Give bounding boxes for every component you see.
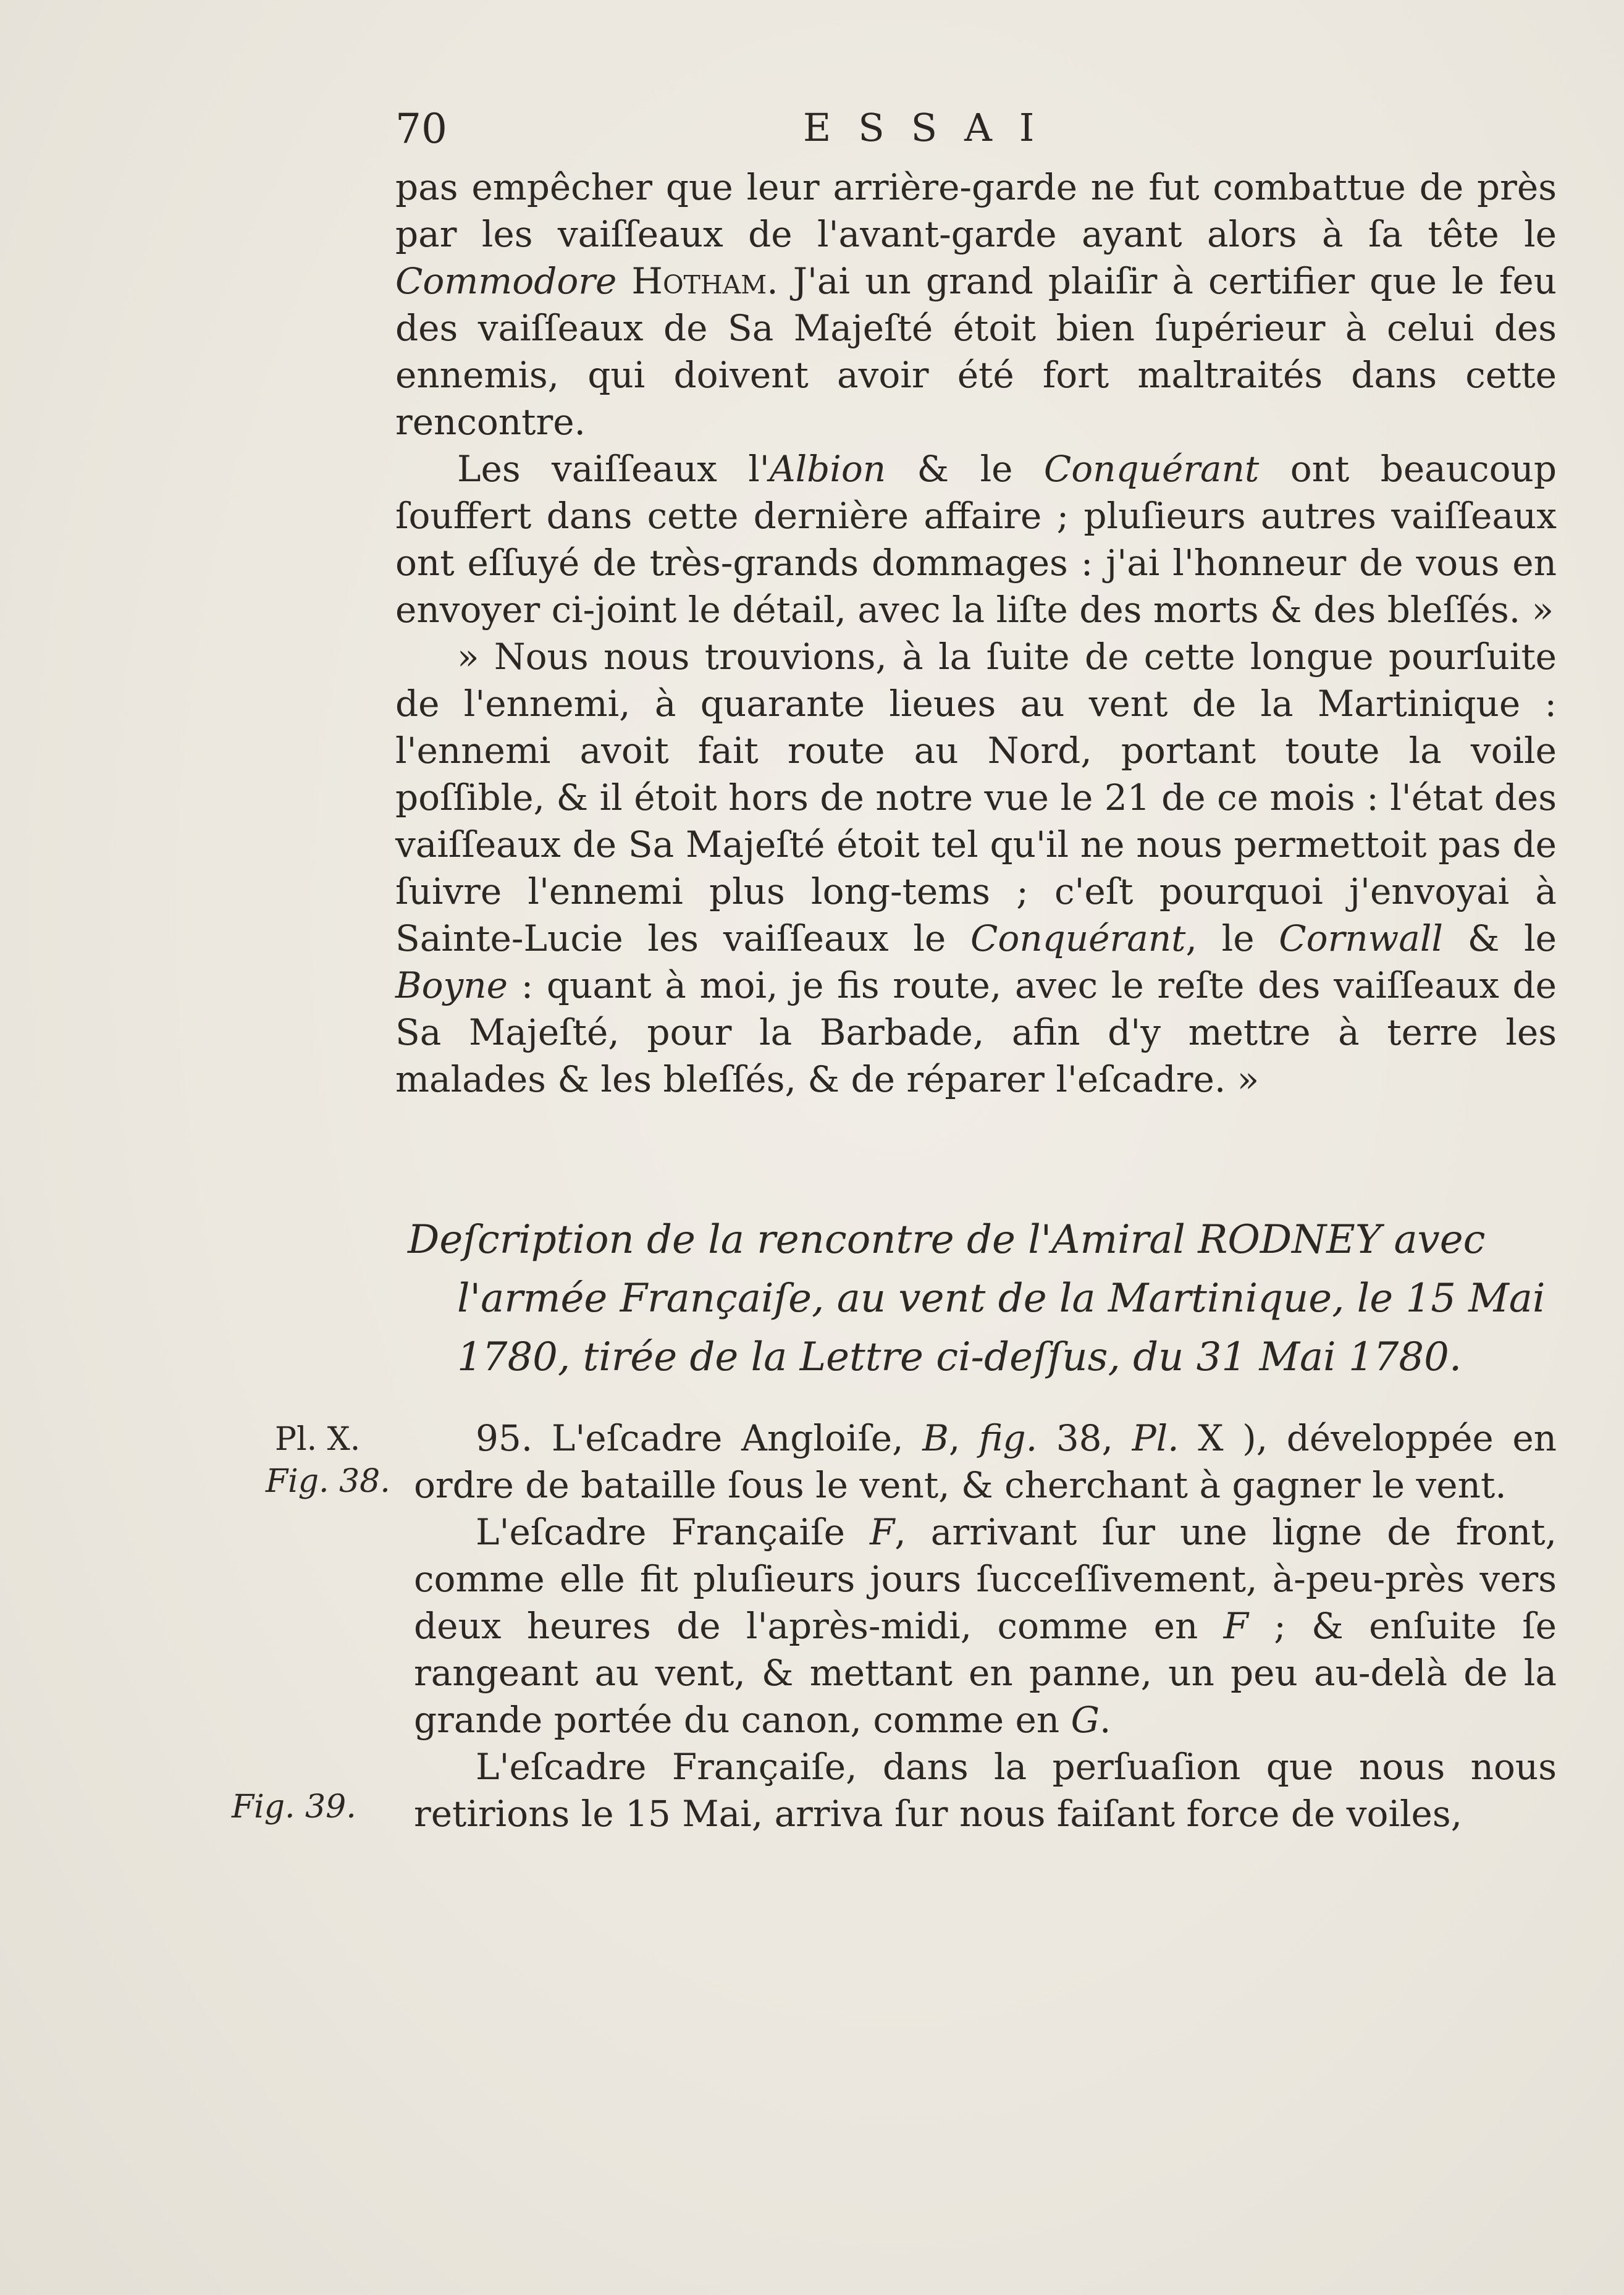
- running-head: ESSAI: [803, 105, 1062, 150]
- text-run: , le: [1185, 917, 1279, 959]
- text-run: Albion: [769, 448, 886, 490]
- text-run: X ), développée en ordre de bataille ſous le vent, & cherchant à gagner le vent.: [414, 1417, 1557, 1506]
- page-header: [395, 105, 1557, 161]
- text-run: Conquérant: [1043, 448, 1260, 490]
- text-run: : quant à moi, je fis route, avec le reſte des vaiſſeaux de Sa Majeſté, pour la Barbade, afin d'y mettre à terre les malades & les bleſſés, & de réparer l'eſcadre. »: [395, 964, 1557, 1100]
- paragraph-3: [395, 633, 1557, 1103]
- text-run: , arrivant ſur une ligne de front, comme elle fit pluſieurs jours ſucceſſivement, à-peu-près vers deux heures de l'après-midi, comme en: [414, 1511, 1557, 1647]
- text-run: & le: [1442, 917, 1557, 959]
- text-run: . J'ai un grand plaiſir à certifier que le feu des vaiſſeaux de Sa Majeſté étoit bien ſupérieur à celui des ennemis, qui doivent avoir été fort maltraités dans cette rencontre.: [395, 260, 1557, 443]
- text-run: Commodore: [395, 260, 617, 302]
- text-run: L'eſcadre Françaiſe, dans la perſuaſion que nous nous retirions le 15 Mai, arriva ſur nous faiſant force de voiles,: [414, 1746, 1557, 1835]
- paragraph-2: [395, 445, 1557, 633]
- text-run: Les vaiſſeaux l': [457, 448, 770, 490]
- text-run: Hotham: [631, 260, 767, 302]
- text-run: ,: [948, 1417, 979, 1459]
- text-run: » Nous nous trouvions, à la ſuite de cette longue pourſuite de l'ennemi, à quarante lieues au vent de la Martinique : l'ennemi avoit fait route au Nord, portant toute la voile poſſible, & il étoit hors de notre vue le 21 de ce mois : l'état des vaiſſeaux de Sa Majeſté étoit tel qu'il ne nous permettoit pas de ſuivre l'ennemi plus long-tems ; c'eſt pourquoi j'envoyai à Sainte-Lucie les vaiſſeaux le: [395, 636, 1557, 959]
- margin-note-plate: Pl. X.: [275, 1421, 361, 1458]
- text-run: [616, 260, 631, 302]
- text-run: L'eſcadre Françaiſe: [476, 1511, 870, 1553]
- text-run: pas empêcher que leur arrière-garde ne fut combattue de près par les vaiſſeaux de l'avant-garde ayant alors à ſa tête le: [395, 166, 1557, 255]
- section-2-text: [414, 1415, 1557, 1837]
- paragraph-1: [395, 164, 1557, 445]
- page-number: 70: [395, 105, 447, 153]
- text-run: 95. L'eſcadre Angloiſe,: [476, 1417, 923, 1459]
- caption-line-2: l'armée Françaiſe, au vent de la Martinique, le 15 Mai: [457, 1276, 1546, 1321]
- caption-line-3: 1780, tirée de la Lettre ci-deſſus, du 31 Mai 1780.: [457, 1334, 1462, 1380]
- text-run: ; & enſuite ſe rangeant au vent, & mettant en panne, un peu au-delà de la grande portée du canon, comme en: [414, 1605, 1557, 1741]
- text-run: Boyne: [395, 964, 508, 1006]
- section-caption: [408, 1211, 1557, 1387]
- text-run: .: [1099, 1699, 1111, 1741]
- text-run: Conquérant: [970, 917, 1186, 959]
- margin-note-fig-39: Fig. 39.: [232, 1788, 356, 1825]
- section-2-paragraph-1: [414, 1415, 1557, 1509]
- text-run: fig.: [978, 1417, 1038, 1459]
- text-run: F: [1223, 1605, 1248, 1647]
- text-run: Pl.: [1132, 1417, 1179, 1459]
- section-2-paragraph-2: [414, 1509, 1557, 1743]
- caption-line-1: Deſcription de la rencontre de l'Amiral RODNEY avec: [408, 1217, 1486, 1263]
- margin-note-fig-38: Fig. 38.: [266, 1463, 390, 1500]
- text-run: B: [922, 1417, 949, 1459]
- section-2-paragraph-3: [414, 1743, 1557, 1837]
- text-run: Cornwall: [1279, 917, 1443, 959]
- text-run: F: [870, 1511, 895, 1553]
- text-run: & le: [886, 448, 1044, 490]
- text-run: G: [1071, 1699, 1100, 1741]
- main-text: [395, 164, 1557, 1103]
- text-run: ont beaucoup ſouffert dans cette dernière affaire ; pluſieurs autres vaiſſeaux ont eſſuyé de très-grands dommages : j'ai l'honneur de vous en envoyer ci-joint le détail, avec la liſte des morts & des bleſſés. »: [395, 448, 1557, 631]
- text-run: 38,: [1037, 1417, 1132, 1459]
